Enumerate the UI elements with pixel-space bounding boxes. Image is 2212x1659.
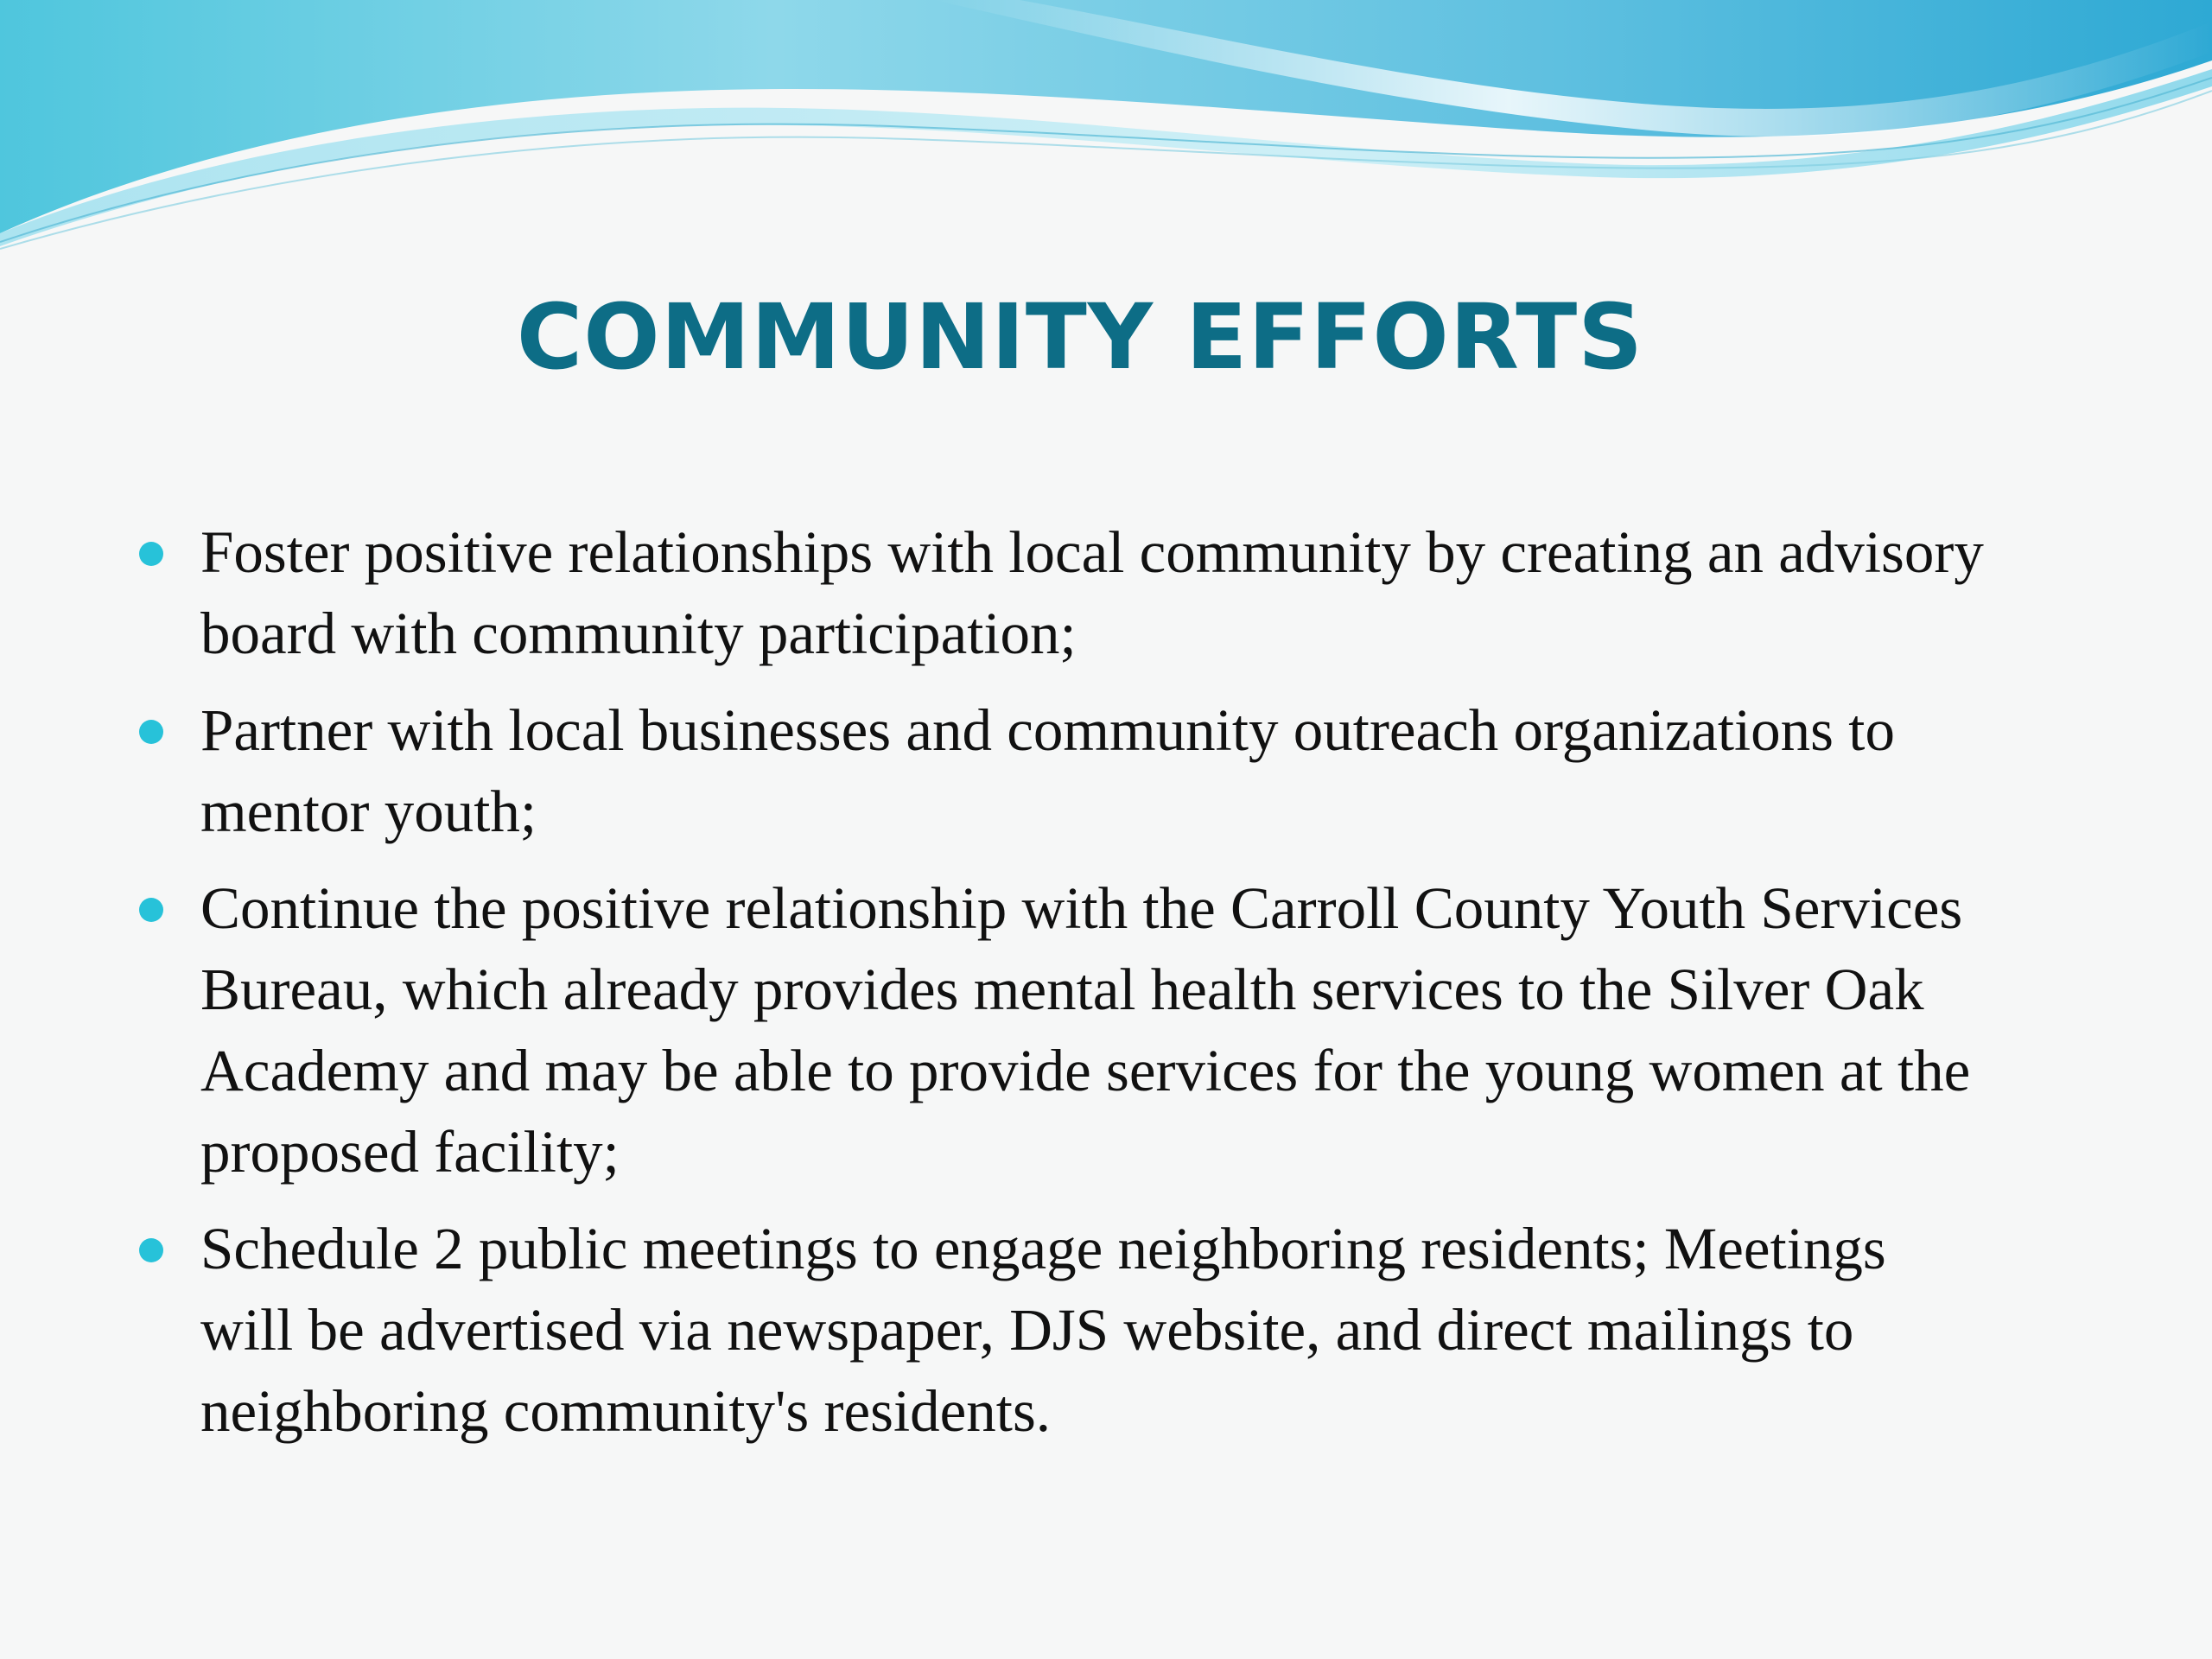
bullet-item [130,690,1987,852]
bullet-marker-icon [139,1238,163,1262]
bullet-text: Schedule 2 public meetings to engage neighboring residents; Meetings will be advertised via newspaper, DJS website, and direct mailings to neighboring community's residents. [200,1216,1886,1444]
bullet-item [130,868,1987,1192]
bullet-item [130,1208,1987,1452]
bullet-marker-icon [139,898,163,922]
bullet-text: Continue the positive relationship with the Carroll County Youth Services Bureau, which already provides mental health services to the Silver Oak Academy and may be able to provide services for the young women at the proposed facility; [200,875,1971,1185]
bullet-text: Foster positive relationships with local community by creating an advisory board with community participation; [200,519,1984,666]
slide-title: COMMUNITY EFFORTS [516,284,1644,390]
bullet-item [130,512,1987,674]
bullet-list [130,512,1987,1467]
bullet-marker-icon [139,542,163,566]
bullet-text: Partner with local businesses and community outreach organizations to mentor youth; [200,697,1895,844]
bullet-marker-icon [139,720,163,744]
header-wave-decoration [0,0,2212,259]
